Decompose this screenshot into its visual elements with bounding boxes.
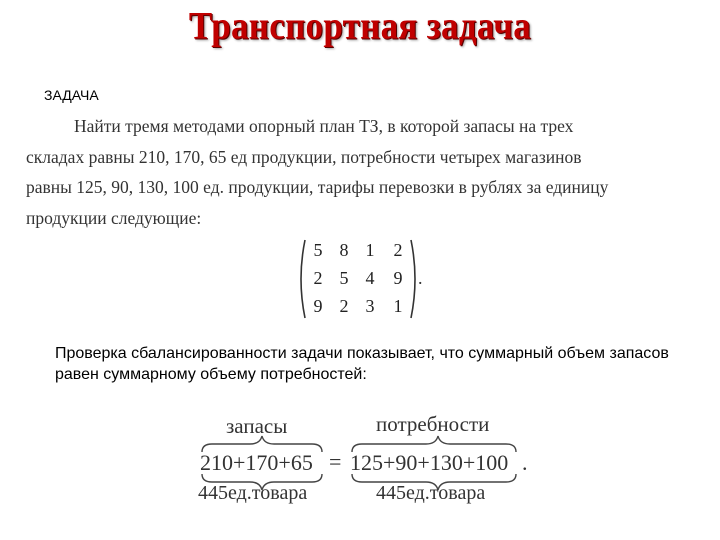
matrix-cell: 5 [339, 268, 349, 288]
matrix-cell: 8 [339, 240, 349, 260]
matrix-cell: 3 [365, 296, 375, 316]
supply-expression: 210+170+65 [200, 450, 313, 475]
demand-total-label: 445ед.товара [376, 482, 486, 504]
balance-formula [190, 412, 540, 507]
problem-line: продукции следующие: [26, 207, 202, 228]
supply-label: запасы [226, 414, 288, 438]
problem-line: Найти тремя методами опорный план ТЗ, в которой запасы на трех [74, 116, 574, 136]
slide-title: Транспортная задача [188, 3, 532, 48]
task-label: ЗАДАЧА [44, 87, 99, 103]
matrix-cell: 1 [365, 240, 375, 260]
matrix-cell: 1 [393, 296, 403, 316]
matrix-cell: 2 [393, 240, 403, 260]
matrix-cell: 2 [313, 268, 323, 288]
supply-total-label: 445ед.товара [198, 482, 308, 504]
matrix-cell: 9 [393, 268, 403, 288]
equals-sign: = [329, 449, 342, 474]
matrix-cell: 4 [365, 268, 375, 288]
balance-check-text: Проверка сбалансированности задачи показывает, что суммарный объем запасов равен суммарному объему потребностей: [55, 345, 669, 383]
tariff-matrix [296, 238, 420, 320]
demand-label: потребности [376, 412, 490, 436]
matrix-cell: 9 [313, 296, 323, 316]
matrix-cell: 5 [313, 240, 323, 260]
problem-statement [26, 111, 696, 233]
demand-expression: 125+90+130+100 [350, 450, 509, 475]
formula-end-dot: . [522, 450, 528, 475]
problem-line: равны 125, 90, 130, 100 ед. продукции, тарифы перевозки в рублях за единицу [26, 177, 609, 197]
matrix-trailing-dot: . [418, 268, 423, 288]
problem-line: складах равны 210, 170, 65 ед продукции, потребности четырех магазинов [26, 146, 582, 167]
matrix-cell: 2 [339, 296, 349, 316]
